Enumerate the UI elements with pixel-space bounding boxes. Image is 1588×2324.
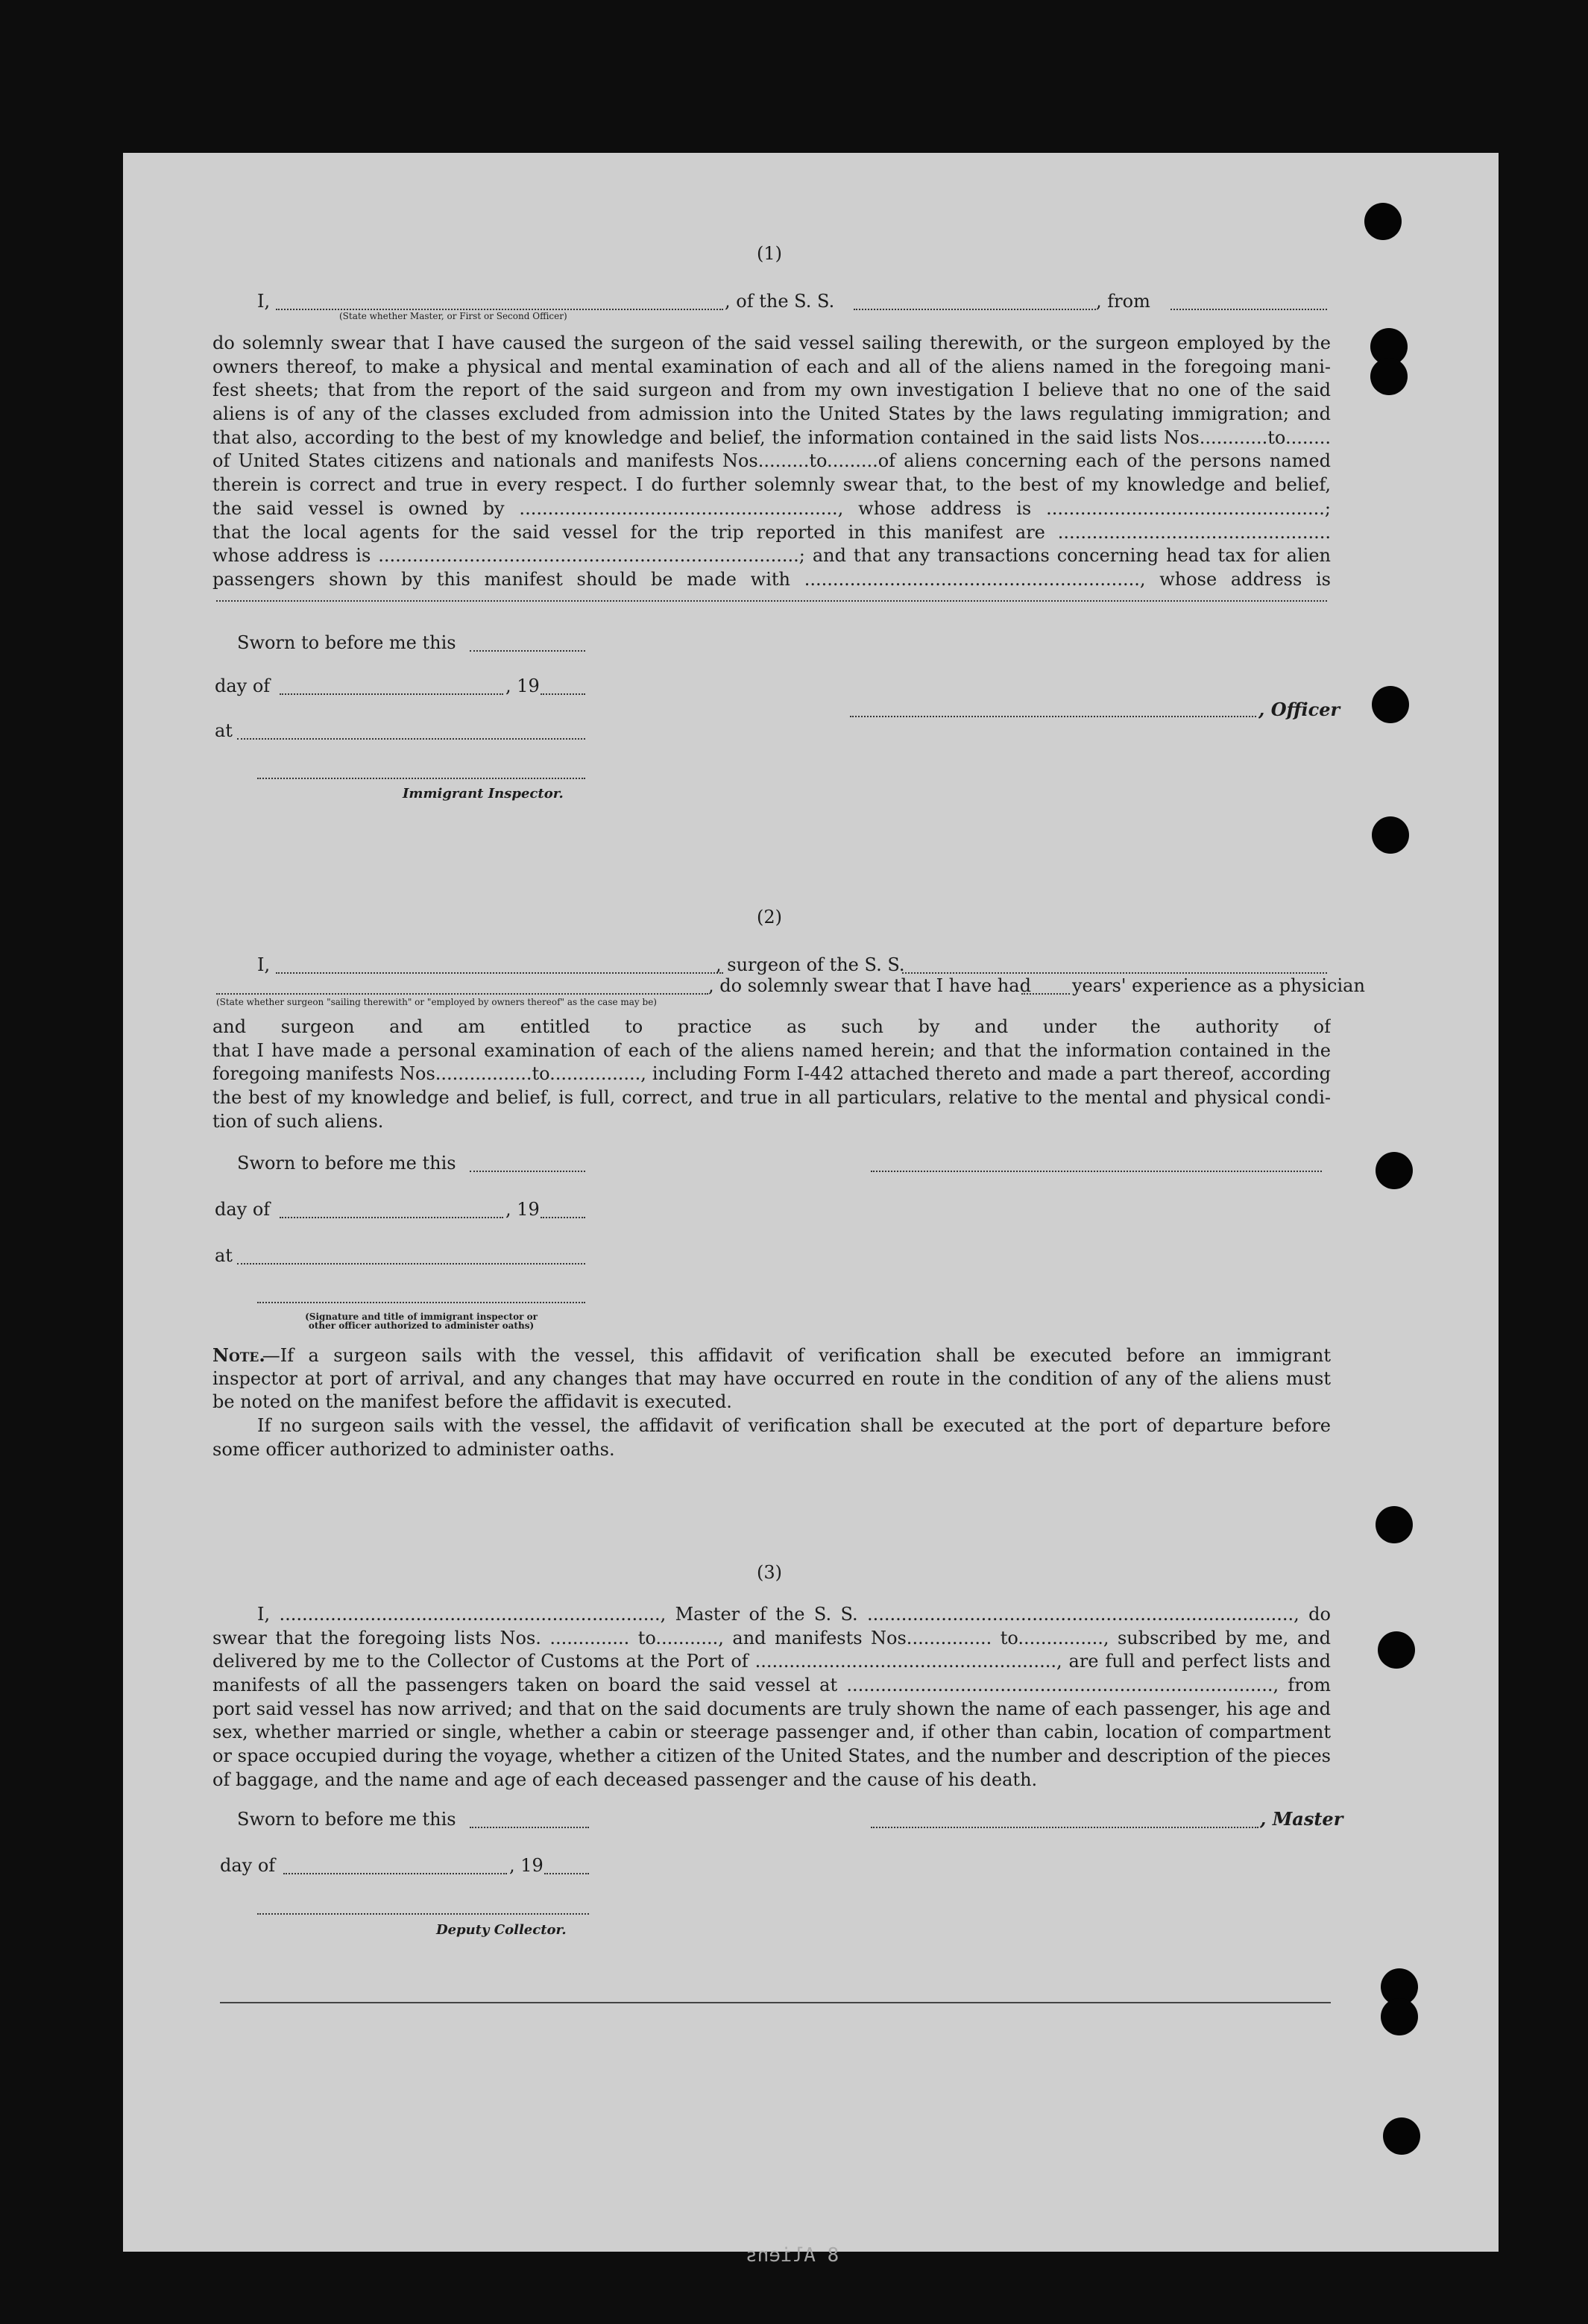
- year-label-2: , 19: [505, 1199, 540, 1220]
- sworn-date-line-3: [470, 1827, 589, 1828]
- master-oath-line: or space occupied during the voyage, whether a citizen of the United States, and the number and description of the pieces: [212, 1745, 1331, 1767]
- surgeon-oath-line: that I have made a personal examination of each of the aliens named herein; and that the information contained in the: [212, 1039, 1331, 1061]
- ship-name-line: [854, 309, 1096, 310]
- surgeon-status-note: (State whether surgeon "sailing therewith" or "employed by owners thereof" as the case may be): [216, 997, 657, 1007]
- officer-label: , Officer: [1258, 699, 1340, 720]
- section-2-oath-text: [212, 1015, 1331, 1133]
- oath-line: passengers shown by this manifest should be made with ..........................................................., whose address is: [212, 568, 1331, 590]
- day-line-3: [283, 1873, 507, 1874]
- section-3-oath-text: [212, 1603, 1331, 1792]
- master-oath-line: sex, whether married or single, whether a cabin or steerage passenger and, if other than cabin, location of compartment: [212, 1722, 1331, 1743]
- oath-line: therein is correct and true in every respect. I do further solemnly swear that, to the best of my knowledge and belief,: [212, 474, 1331, 496]
- master-oath-line: port said vessel has now arrived; and that on the said documents are truly shown the name of each passenger, his age and: [212, 1698, 1331, 1719]
- surgeon-swear-label: , do solemnly swear that I have had: [708, 975, 1031, 996]
- sworn-label-1: Sworn to before me this: [237, 632, 456, 653]
- oath-line: owners thereof, to make a physical and mental examination of each and all of the aliens named in the foregoing mani-: [212, 356, 1331, 377]
- deputy-collector-label: Deputy Collector.: [436, 1922, 567, 1938]
- binder-hole-11: [1383, 2117, 1420, 2155]
- oath-line: whose address is ..........................................................................; and that any transactions concerning head tax for alien: [212, 545, 1331, 567]
- master-signature-line: [871, 1827, 1258, 1828]
- section-1-i: I,: [257, 291, 271, 312]
- binder-hole-3: [1370, 358, 1408, 395]
- year-line-3: [544, 1873, 589, 1874]
- day-of-label-2: day of: [215, 1199, 271, 1220]
- bleed-through-text: 8 Aliens: [746, 2244, 839, 2267]
- immigrant-inspector-label: Immigrant Inspector.: [403, 786, 564, 802]
- at-line-2: [237, 1263, 585, 1265]
- at-line-1: [237, 738, 585, 740]
- master-label: , Master: [1260, 1808, 1343, 1830]
- oath-line: that the local agents for the said vessel for the trip reported in this manifest are ................................................: [212, 521, 1331, 543]
- signature-note-line: (Signature and title of immigrant inspector or: [305, 1311, 538, 1322]
- master-oath-line: delivered by me to the Collector of Customs at the Port of ....................................................., are full and perfect lists and: [212, 1651, 1331, 1672]
- from-label: , from: [1096, 291, 1150, 312]
- of-ss-label: , of the S. S.: [725, 291, 835, 312]
- surgeon-signature-line: [871, 1171, 1322, 1172]
- note-label: Note.: [212, 1344, 265, 1366]
- inspector-signature-line-2: [257, 1302, 585, 1303]
- surgeon-oath-line: the best of my knowledge and belief, is full, correct, and true in all particulars, relative to the mental and physical condi-: [212, 1087, 1331, 1109]
- note-line: some officer authorized to administer oaths.: [212, 1438, 615, 1460]
- surgeon-status-line: [216, 993, 708, 995]
- section-3-number: (3): [757, 1562, 782, 1583]
- note-text: [212, 1344, 1331, 1461]
- binder-hole-1: [1364, 203, 1402, 240]
- master-oath-line: swear that the foregoing lists Nos. .............. to..........., and manifests Nos............... to..............., subscribed by me, and: [212, 1627, 1331, 1648]
- signature-note-line: other officer authorized to administer oaths): [308, 1320, 535, 1331]
- surgeon-name-line: [276, 972, 723, 974]
- year-line-1: [541, 693, 585, 695]
- from-port-line: [1170, 309, 1327, 310]
- year-line-2: [541, 1217, 585, 1218]
- binder-hole-6: [1376, 1152, 1413, 1189]
- binder-hole-5: [1372, 816, 1409, 854]
- sworn-label-2: Sworn to before me this: [237, 1153, 456, 1174]
- officer-signature-line: [850, 716, 1256, 717]
- oath-line: that also, according to the best of my knowledge and belief, the information contained in the said lists Nos............to........: [212, 426, 1331, 448]
- binder-hole-7: [1376, 1506, 1413, 1543]
- year-label-3: , 19: [509, 1855, 543, 1876]
- head-tax-address-line: [216, 600, 1327, 602]
- day-of-label-1: day of: [215, 676, 271, 696]
- binder-hole-10: [1381, 1998, 1418, 2035]
- year-label-1: , 19: [505, 676, 540, 696]
- sworn-date-line-2: [470, 1171, 585, 1172]
- surgeon-of-ss-label: , surgeon of the S. S.: [716, 954, 905, 975]
- note-first-line: —If a surgeon sails with the vessel, this affidavit of verification shall be executed before an immigrant: [262, 1345, 1331, 1366]
- section-2-i: I,: [257, 954, 271, 975]
- collector-signature-line: [257, 1913, 589, 1915]
- oath-line: aliens is of any of the classes excluded from admission into the United States by the laws regulating immigration; and: [212, 403, 1331, 425]
- section-1-number: (1): [757, 243, 782, 264]
- section-2-number: (2): [757, 907, 782, 928]
- note-line: If no surgeon sails with the vessel, the affidavit of verification shall be executed at the port of departure before: [257, 1415, 1331, 1437]
- master-officer-note: (State whether Master, or First or Second Officer): [339, 311, 567, 321]
- binder-hole-4: [1372, 686, 1409, 723]
- inspector-signature-line: [257, 778, 585, 779]
- surgeon-ship-line: [902, 972, 1327, 974]
- master-name-line: [276, 309, 723, 310]
- oath-line: do solemnly swear that I have caused the surgeon of the said vessel sailing therewith, or the surgeon employed by the: [212, 333, 1331, 353]
- at-label-1: at: [215, 720, 233, 741]
- master-oath-line: I, ..................................................................., Master of the S. S. ..........................................................................., do: [257, 1604, 1331, 1625]
- note-line: be noted on the manifest before the affidavit is executed.: [212, 1391, 732, 1413]
- master-oath-line: of baggage, and the name and age of each deceased passenger and the cause of his death.: [212, 1769, 1038, 1790]
- day-line-2: [280, 1217, 503, 1218]
- surgeon-oath-line: tion of such aliens.: [212, 1110, 384, 1132]
- note-line: inspector at port of arrival, and any changes that may have occurred en route in the condition of any of the aliens must: [212, 1367, 1331, 1389]
- oath-line: the said vessel is owned by ........................................................, whose address is .................................................;: [212, 497, 1331, 519]
- at-label-2: at: [215, 1245, 233, 1266]
- bottom-rule: [220, 2002, 1331, 2003]
- note-line: [212, 1344, 1331, 1367]
- day-of-label-3: day of: [220, 1855, 276, 1876]
- sworn-date-line-1: [470, 650, 585, 652]
- section-1-oath-text: [212, 332, 1331, 592]
- years-line: [1021, 993, 1070, 995]
- signature-title-note: [265, 1312, 578, 1330]
- surgeon-oath-line: foregoing manifests Nos.................to................, including Form I-442 attached thereto and made a part thereof, according: [212, 1063, 1331, 1085]
- oath-line: of United States citizens and nationals and manifests Nos.........to.........of aliens concerning each of the persons named: [212, 450, 1331, 472]
- surgeon-oath-line: and surgeon and am entitled to practice as such by and under the authority of: [212, 1016, 1331, 1037]
- master-oath-line: manifests of all the passengers taken on board the said vessel at ..........................................................................., from: [212, 1675, 1331, 1696]
- sworn-label-3: Sworn to before me this: [237, 1809, 456, 1830]
- binder-hole-8: [1378, 1631, 1415, 1669]
- years-experience-label: years' experience as a physician: [1072, 975, 1365, 996]
- oath-line: fest sheets; that from the report of the said surgeon and from my own investigation I believe that no one of the said: [212, 380, 1331, 401]
- day-line-1: [280, 693, 503, 695]
